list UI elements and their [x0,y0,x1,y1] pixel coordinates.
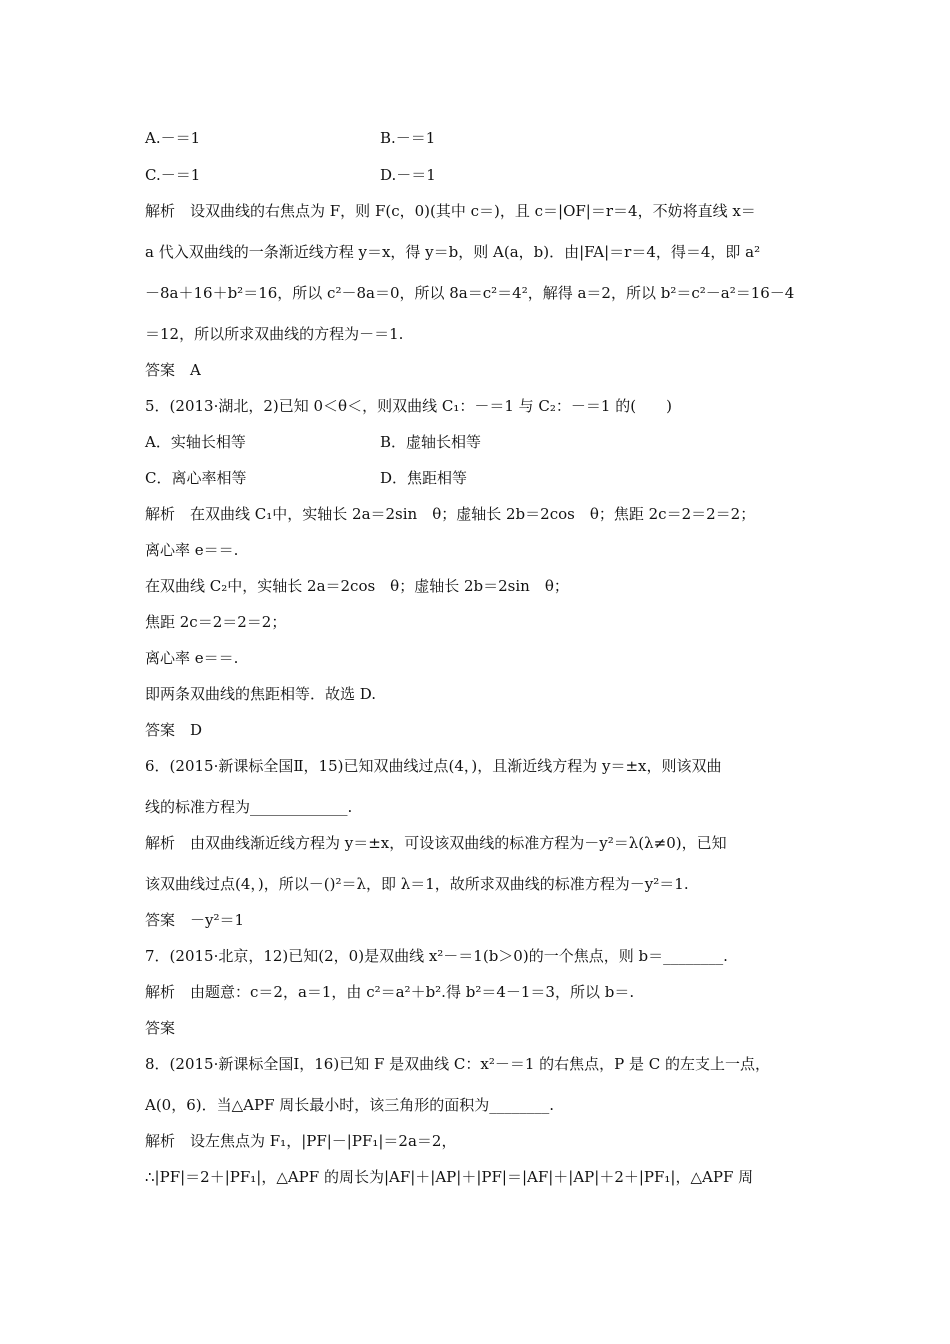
text-line: ＝12，所以所求双曲线的方程为－＝1. [145,325,404,343]
text-line: A.－＝1 [145,129,201,147]
text-line: 解析 在双曲线 C₁中，实轴长 2a＝2sin θ；虚轴长 2b＝2cos θ；焦距 2c＝2＝2＝2； [145,505,756,523]
text-line: 5．(2013·湖北，2)已知 0＜θ＜，则双曲线 C₁：－＝1 与 C₂：－＝1 的( ) [145,397,672,415]
option-right: D．焦距相等 [380,469,468,487]
option-right: B.－＝1 [380,129,436,147]
text-line: 解析 设左焦点为 F₁，|PF|－|PF₁|＝2a＝2， [145,1132,457,1150]
option-right: B．虚轴长相等 [380,433,482,451]
text-line: 焦距 2c＝2＝2＝2； [145,613,287,631]
text-line: 答案 A [145,361,201,379]
text-line: 8．(2015·新课标全国Ⅰ，16)已知 F 是双曲线 C：x²－＝1 的右焦点，P 是 C 的左支上一点， [145,1055,771,1073]
text-line: 答案 [145,1019,176,1037]
text-line: A．实轴长相等 [145,433,246,451]
text-line: 线的标准方程为_____________. [145,798,353,816]
option-right: D.－＝1 [380,166,436,184]
text-line: C.－＝1 [145,166,201,184]
text-line: 该双曲线过点(4，)，所以－()²＝λ，即 λ＝1，故所求双曲线的标准方程为－y²＝1. [145,875,689,893]
text-line: C．离心率相等 [145,469,247,487]
text-line: 即两条双曲线的焦距相等．故选 D. [145,685,377,703]
text-line: 离心率 e＝＝. [145,649,239,667]
text-line: ∴|PF|＝2＋|PF₁|，△APF 的周长为|AF|＋|AP|＋|PF|＝|AF|＋|AP|＋2＋|PF₁|，△APF 周 [145,1168,754,1186]
text-line: 7．(2015·北京，12)已知(2，0)是双曲线 x²－＝1(b＞0)的一个焦点，则 b＝________. [145,947,728,965]
text-line: A(0，6)．当△APF 周长最小时，该三角形的面积为________. [145,1096,555,1114]
text-line: 解析 由双曲线渐近线方程为 y＝±x，可设该双曲线的标准方程为－y²＝λ(λ≠0)，已知 [145,834,727,852]
text-line: 在双曲线 C₂中，实轴长 2a＝2cos θ；虚轴长 2b＝2sin θ； [145,577,569,595]
text-line: －8a＋16＋b²＝16，所以 c²－8a＝0，所以 8a＝c²＝4²，解得 a＝2，所以 b²＝c²－a²＝16－4 [145,284,795,302]
text-line: 6．(2015·新课标全国Ⅱ，15)已知双曲线过点(4，)，且渐近线方程为 y＝±x，则该双曲 [145,757,722,775]
text-line: 答案 D [145,721,203,739]
text-line: 解析 设双曲线的右焦点为 F，则 F(c，0)(其中 c＝)，且 c＝|OF|＝r＝4，不妨将直线 x＝ [145,202,756,220]
text-line: 解析 由题意：c＝2，a＝1，由 c²＝a²＋b².得 b²＝4－1＝3，所以 b＝. [145,983,635,1001]
text-line: 离心率 e＝＝. [145,541,239,559]
text-line: 答案 －y²＝1 [145,911,245,929]
text-line: a 代入双曲线的一条渐近线方程 y＝x，得 y＝b，则 A(a，b)．由|FA|＝r＝4，得＝4，即 a² [145,243,761,261]
